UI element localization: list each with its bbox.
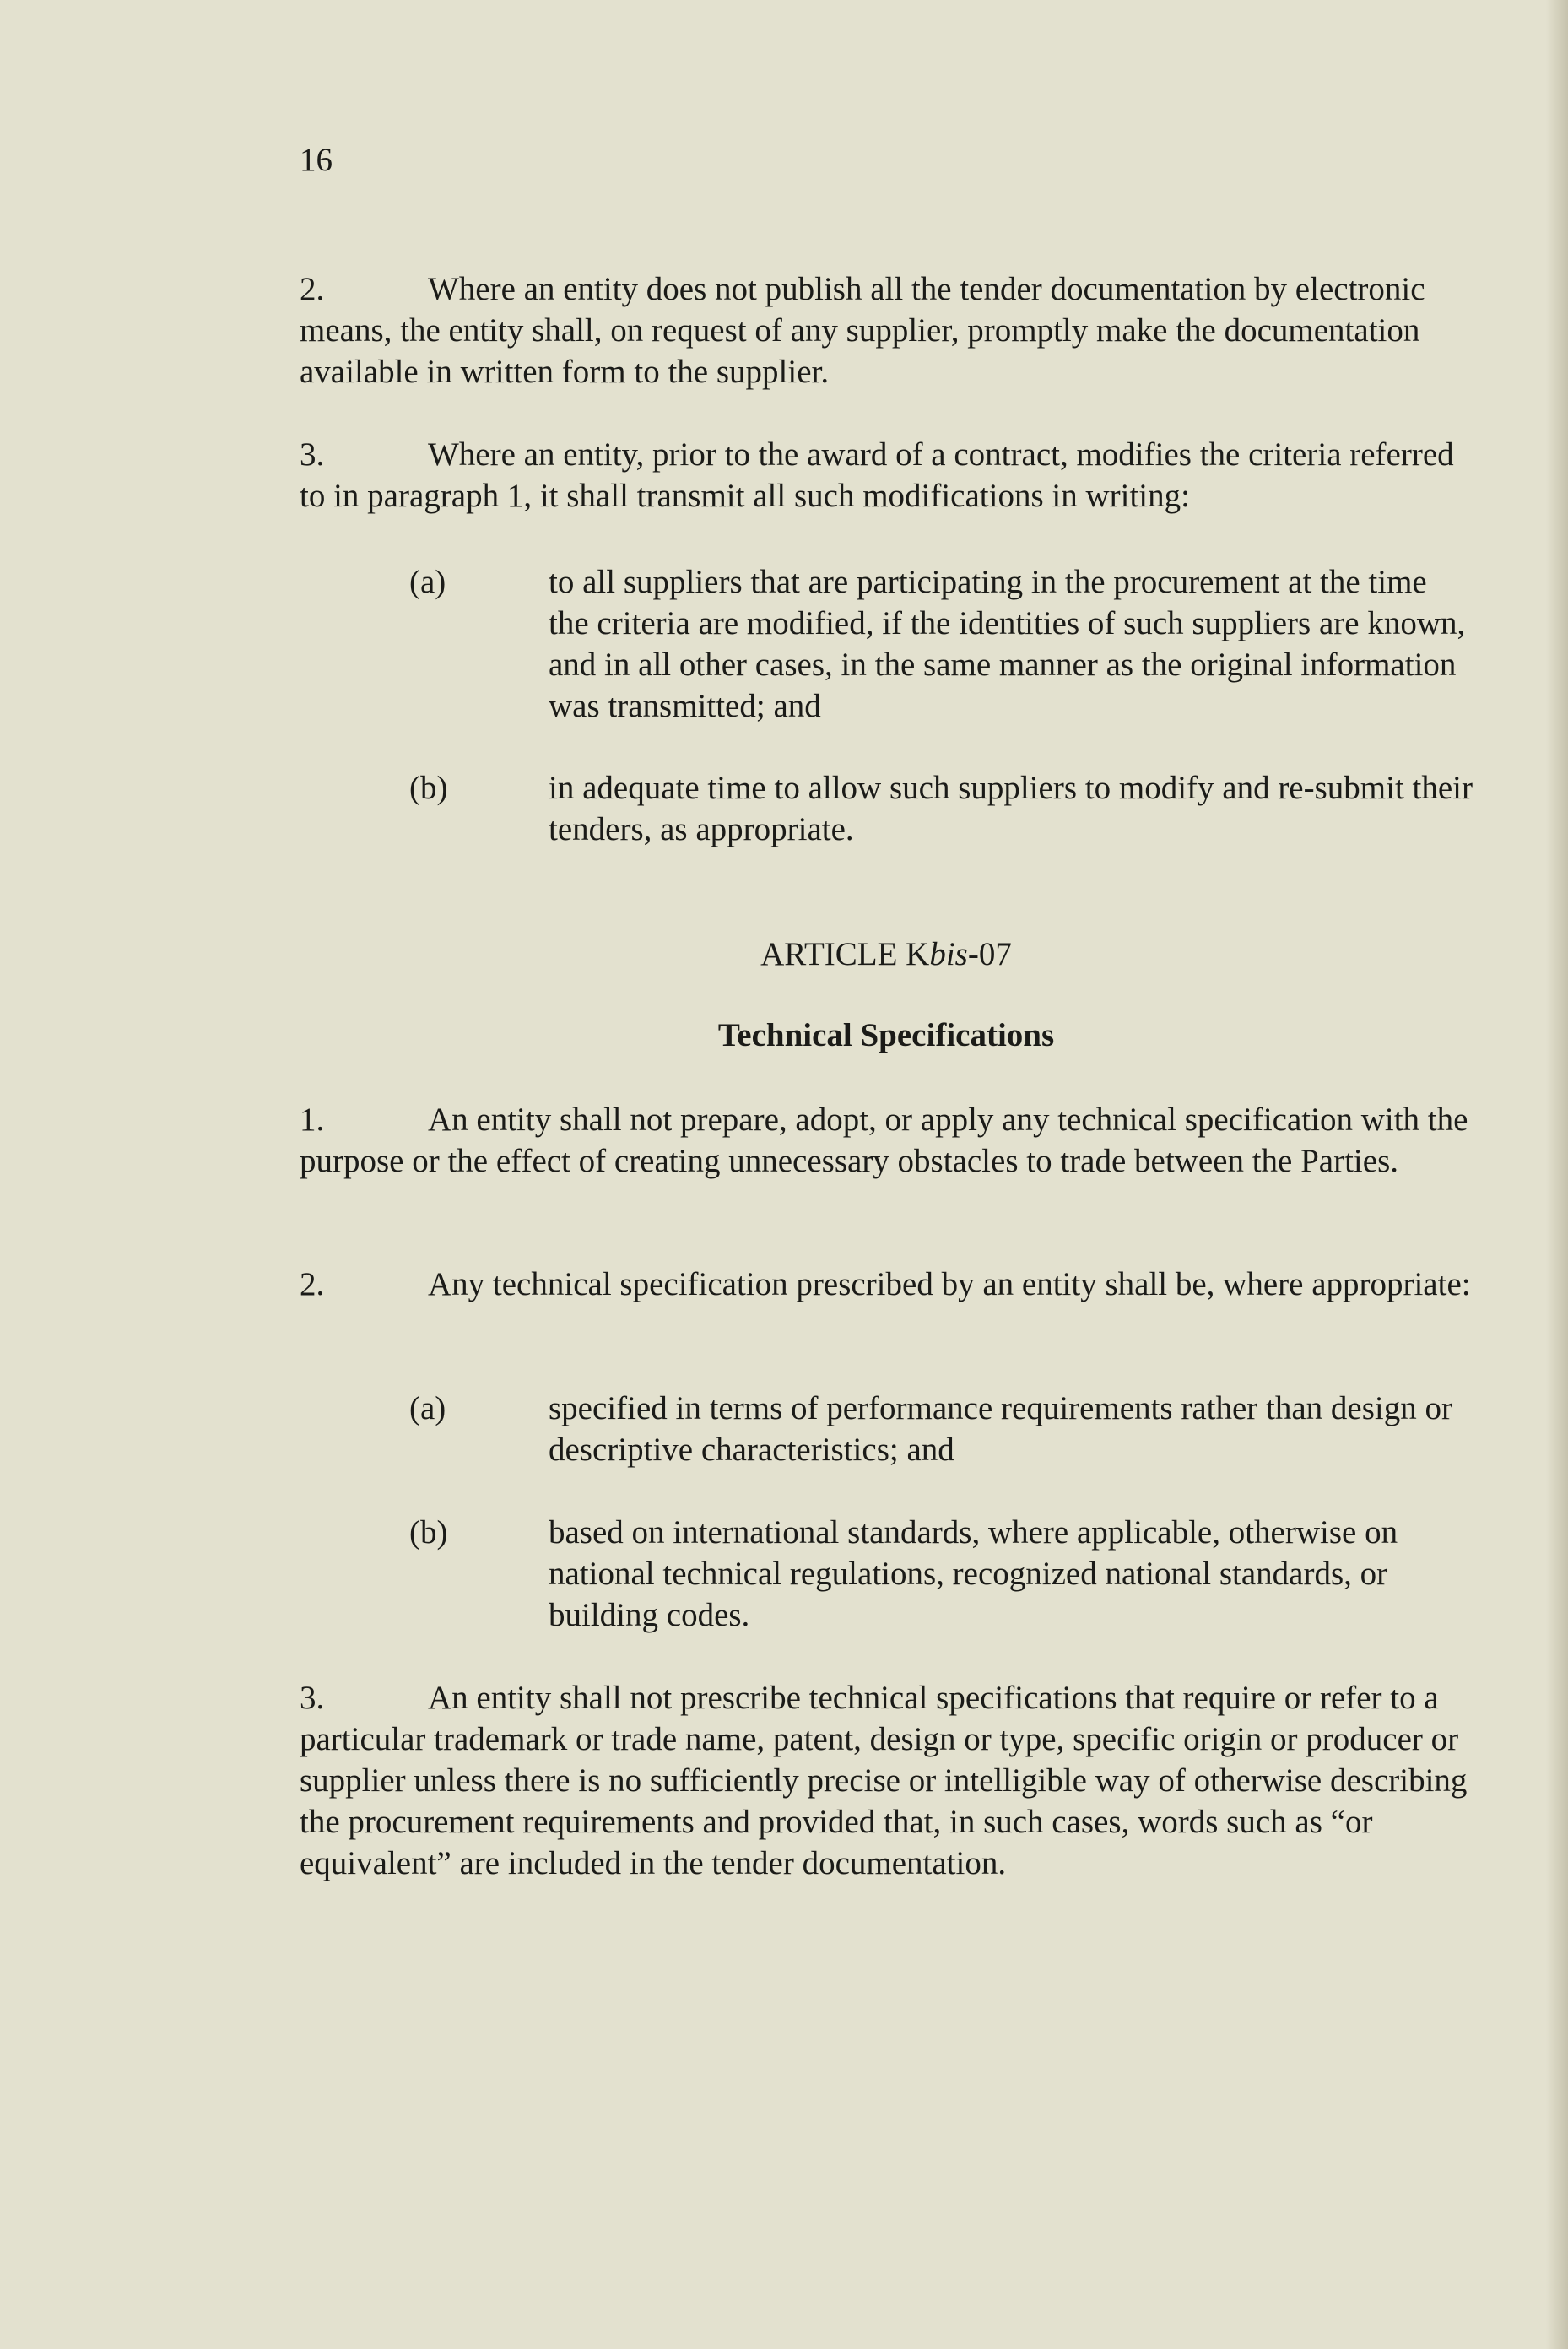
paragraph-2 (300, 1264, 1473, 1305)
item-text: to all suppliers that are participating in the procurement at the time the criteria are modified, if the identities of such suppliers are known, and in all other cases, in the same manner as the original information was transmitted; and (549, 564, 1466, 724)
paragraph-text: Any technical specification prescribed by an entity shall be, where appropriate: (428, 1266, 1471, 1302)
list-item (409, 561, 1473, 727)
paragraph-1 (300, 1099, 1473, 1182)
list-item (409, 1512, 1473, 1636)
paragraph-number: 3. (300, 1680, 325, 1716)
item-label: (b) (409, 1514, 448, 1551)
paragraph-number: 3. (300, 436, 325, 473)
paragraph-number: 1. (300, 1101, 325, 1138)
paragraph-number: 2. (300, 271, 325, 307)
paragraph-text: Where an entity does not publish all the tender documentation by electronic means, the entity shall, on request of any supplier, promptly make the documentation available in written form to the supplier. (300, 271, 1425, 390)
item-label: (a) (409, 1390, 446, 1426)
paragraph-2 (300, 268, 1473, 392)
article-suffix: -07 (967, 936, 1012, 972)
paragraph-3 (300, 434, 1473, 517)
paragraph-number: 2. (300, 1266, 325, 1302)
paragraph-text: An entity shall not prepare, adopt, or apply any technical specification with the purpose or the effect of creating unnecessary obstacles to trade between the Parties. (300, 1101, 1468, 1179)
item-label: (a) (409, 564, 446, 600)
article-heading (300, 934, 1473, 975)
page-edge-shadow (1546, 0, 1568, 2349)
list-item (409, 767, 1473, 850)
paragraph-text: Where an entity, prior to the award of a contract, modifies the criteria referred to in paragraph 1, it shall transmit all such modifications in writing: (300, 436, 1454, 514)
article-prefix: ARTICLE K (760, 936, 930, 972)
paragraph-3 (300, 1677, 1473, 1884)
page-number: 16 (300, 142, 333, 178)
item-label: (b) (409, 770, 448, 806)
item-text: based on international standards, where applicable, otherwise on national technical regulations, recognized national standards, or building codes. (549, 1514, 1398, 1633)
paragraph-text: An entity shall not prescribe technical specifications that require or refer to a particular trademark or trade name, patent, design or type, specific origin or producer or supplier unless there is no sufficiently precise or intelligible way of otherwise describing the procurement requirements and provided that, in such cases, words such as “or equivalent” are included in the tender documentation. (300, 1680, 1468, 1881)
list-item (409, 1388, 1473, 1470)
item-text: specified in terms of performance requirements rather than design or descriptive characteristics; and (549, 1390, 1452, 1468)
article-italic: bis (929, 936, 968, 972)
item-text: in adequate time to allow such suppliers to modify and re-submit their tenders, as appropriate. (549, 770, 1473, 847)
article-title: Technical Specifications (717, 1017, 1055, 1053)
